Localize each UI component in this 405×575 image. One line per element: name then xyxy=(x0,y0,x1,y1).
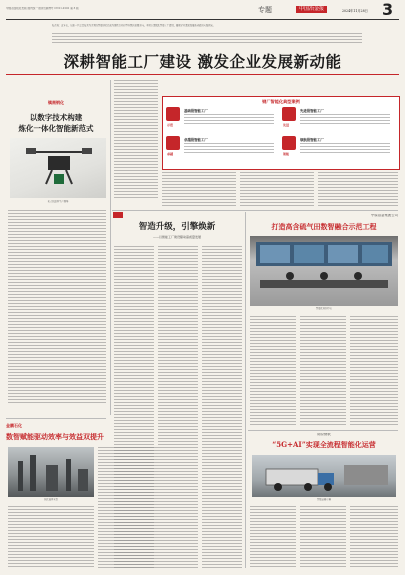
feature-item-4-tag: 领航 xyxy=(283,152,290,156)
control-room-graphic xyxy=(250,236,398,306)
article4-photo xyxy=(8,447,94,497)
feature-item-2 xyxy=(282,107,394,129)
feature-item-3-tag: 卓越 xyxy=(167,152,174,156)
feature-item-3-icon xyxy=(166,136,180,150)
article3-photo xyxy=(250,236,398,306)
feature-item-1 xyxy=(166,107,276,129)
feature-item-3-label: 卓越级智能工厂 xyxy=(184,138,208,142)
article4-body-a xyxy=(8,506,94,568)
feature-item-2-label: 先进级智能工厂 xyxy=(300,109,324,113)
article5-body-2 xyxy=(300,506,346,568)
page-number: 3 xyxy=(382,0,394,19)
article1-photo xyxy=(10,138,106,198)
drone-graphic xyxy=(10,138,106,198)
mid-divider xyxy=(112,210,398,211)
main-headline: 深耕智能工厂建设 激发企业发展新动能 xyxy=(63,52,342,71)
masthead xyxy=(6,0,399,19)
article5-title: “5G+AI”实现全流程智能化运营 xyxy=(272,440,376,449)
article5-body-3 xyxy=(350,506,398,568)
col2-text-top xyxy=(114,80,158,200)
feature-item-2-text xyxy=(300,114,390,124)
feature-item-3 xyxy=(166,136,276,158)
masthead-info: 中国冶金报社出版 国内统一连续出版物号 CN11-0101 第 3 版 xyxy=(6,7,79,10)
col-divider-2 xyxy=(245,212,246,568)
article3-caption: 智能化控制中心 xyxy=(315,307,333,310)
article1-caption: 无人机巡检生产现场 xyxy=(47,200,69,203)
article2-body-2 xyxy=(158,246,198,568)
feature-item-3-text xyxy=(184,143,274,153)
feature-item-1-icon xyxy=(166,107,180,121)
article3-body-2 xyxy=(300,316,346,426)
right-divider xyxy=(248,430,398,431)
article2-subtitle: ——以智能工厂建设驱动高质量发展 xyxy=(152,235,201,239)
mid-text-c xyxy=(318,172,398,206)
vehicle-graphic xyxy=(252,455,396,497)
paper-name: 中国冶金报 xyxy=(296,6,327,13)
article3-body-3 xyxy=(350,316,398,426)
article4-caption: 炼化装置全景 xyxy=(44,498,58,501)
article1-body xyxy=(8,210,106,405)
article1-title-2: 炼化一体化智能新范式 xyxy=(18,124,94,133)
article2-title: 智造升级，引擎焕新 xyxy=(138,222,216,232)
mid-text-b xyxy=(240,172,314,206)
feature-item-4-label: 领航级智能工厂 xyxy=(300,138,324,142)
article5-caption: 智能运输车辆 xyxy=(317,498,331,501)
article1-title-1: 以数字技术构建 xyxy=(29,113,83,122)
feature-item-4-text xyxy=(300,143,390,153)
article5-body-1 xyxy=(250,506,296,568)
section-label: 专题 xyxy=(258,6,272,14)
intro-text: 编者按：近年来，以新一代信息技术为引领的智能制造已成为钢铁行业转型升级的重要方向。本期专题聚焦智能工厂建设，展现企业激发发展新动能的实践探索。 xyxy=(52,24,216,27)
article5-photo xyxy=(252,455,396,497)
article3-title: 打造高含硫气田数智融合示范工程 xyxy=(271,222,377,231)
article4-kicker: 金鹏石化 xyxy=(6,423,22,428)
article2-body-3 xyxy=(202,246,242,568)
feature-item-4-icon xyxy=(282,136,296,150)
mid-text-a xyxy=(162,172,236,206)
article3-kicker: 中原冶金集团公司 xyxy=(370,214,398,217)
feature-item-2-tag: 先进 xyxy=(283,123,290,127)
article2-marker xyxy=(113,212,123,218)
masthead-rule xyxy=(6,19,399,20)
article3-body-1 xyxy=(250,316,296,426)
issue-date: 2024年11月28日 xyxy=(342,9,368,13)
feature-item-1-text xyxy=(184,114,274,124)
feature-item-4 xyxy=(282,136,394,158)
feature-box-title: 钢厂智能化典型案例 xyxy=(262,99,300,104)
article5-kicker: 南京钢铁 xyxy=(317,433,331,436)
article4-title: 数智赋能驱动效率与效益双提升 xyxy=(6,432,104,441)
refinery-graphic xyxy=(8,447,94,497)
article2-body-1 xyxy=(114,246,154,568)
intro-lines xyxy=(52,33,362,45)
feature-item-1-label: 基础级智能工厂 xyxy=(184,109,208,113)
feature-item-1-tag: 示范 xyxy=(167,123,174,127)
col1-divider xyxy=(6,418,106,419)
col-divider-1 xyxy=(110,80,111,415)
article1-kicker: 镇商钢化 xyxy=(48,100,64,105)
headline-rule xyxy=(6,74,399,75)
feature-item-2-icon xyxy=(282,107,296,121)
